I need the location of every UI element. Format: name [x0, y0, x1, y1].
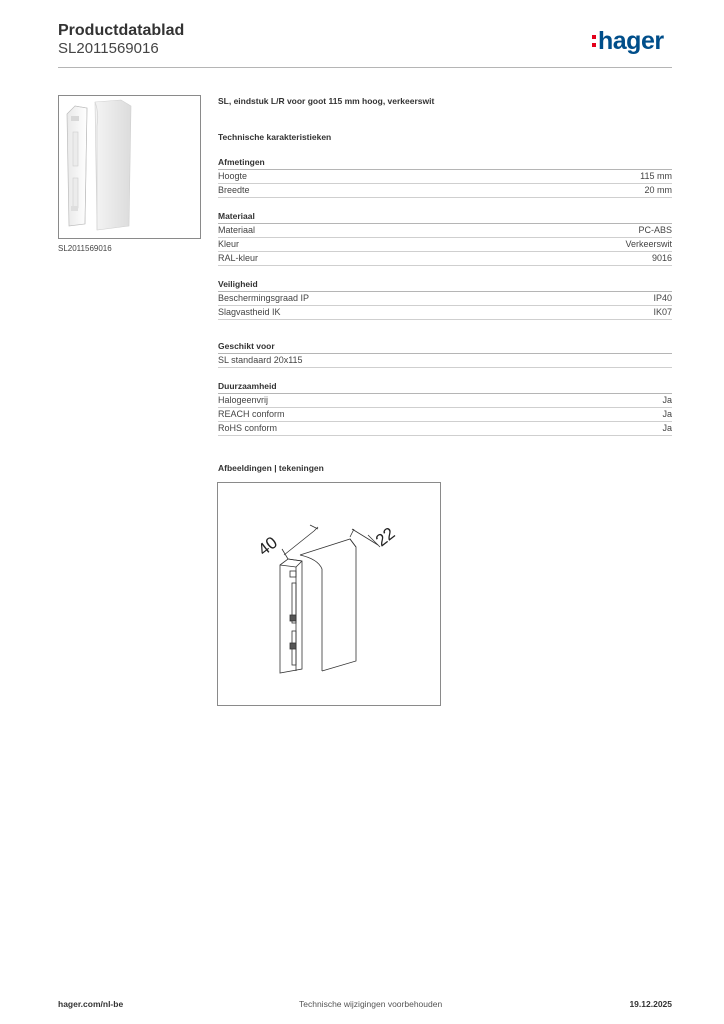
footer-website[interactable]: hager.com/nl-be [58, 999, 124, 1009]
row-label: Materiaal [218, 225, 256, 235]
row-value: PC-ABS [638, 225, 672, 235]
table-row [218, 238, 672, 252]
footer-date: 19.12.2025 [629, 999, 672, 1009]
image-caption: SL2011569016 [58, 244, 112, 253]
logo-text: hager [598, 26, 664, 55]
section-duurzaamheid [218, 381, 672, 436]
table-row [218, 292, 672, 306]
header-divider [58, 67, 672, 68]
dimension-label: 40 [254, 532, 281, 560]
row-label: RoHS conform [218, 423, 278, 433]
section-geschikt-voor [218, 341, 672, 368]
section-veiligheid [218, 279, 672, 320]
section-title: Veiligheid [218, 279, 672, 292]
table-row [218, 184, 672, 198]
row-label: RAL-kleur [218, 253, 259, 263]
footer-notice: Technische wijzigingen voorbehouden [299, 999, 443, 1009]
table-row [218, 170, 672, 184]
row-value: IK07 [653, 307, 672, 317]
product-image [58, 95, 201, 239]
table-row [218, 422, 672, 436]
table-row [218, 354, 672, 368]
section-title: Duurzaamheid [218, 381, 672, 394]
row-label: Hoogte [218, 171, 248, 181]
product-title: SL, eindstuk L/R voor goot 115 mm hoog, verkeerswit [218, 96, 435, 106]
row-value: Verkeerswit [625, 239, 672, 249]
dimension-label: 22 [371, 523, 399, 551]
row-value: Ja [662, 409, 672, 419]
section-afmetingen [218, 157, 672, 198]
logo-colon-icon [592, 33, 596, 49]
drawings-heading: Afbeeldingen | tekeningen [218, 463, 324, 473]
section-title: Afmetingen [218, 157, 672, 170]
table-row [218, 306, 672, 320]
row-value: 115 mm [640, 171, 672, 181]
table-row [218, 408, 672, 422]
row-label: Breedte [218, 185, 250, 195]
page-title: Productdatablad [58, 22, 185, 39]
row-value: IP40 [653, 293, 672, 303]
hager-logo [592, 26, 664, 56]
product-details [218, 96, 672, 436]
row-value: 9016 [651, 253, 672, 263]
section-title: Geschikt voor [218, 341, 672, 354]
product-code: SL2011569016 [58, 40, 159, 57]
row-value: Ja [662, 395, 672, 405]
row-value: 20 mm [644, 185, 672, 195]
tech-heading: Technische karakteristieken [218, 132, 332, 142]
row-label: Slagvastheid IK [218, 307, 281, 317]
row-label: Beschermingsgraad IP [218, 293, 310, 303]
technical-drawing [217, 482, 441, 706]
table-row [218, 252, 672, 266]
row-label: SL standaard 20x115 [218, 355, 303, 365]
row-value: Ja [662, 423, 672, 433]
row-label: Kleur [218, 239, 240, 249]
section-title: Materiaal [218, 211, 672, 224]
table-row [218, 394, 672, 408]
row-label: REACH conform [218, 409, 285, 419]
end-cap-photo-icon [59, 96, 200, 238]
section-materiaal [218, 211, 672, 266]
end-cap-drawing-icon [218, 483, 440, 705]
row-label: Halogeenvrij [218, 395, 269, 405]
table-row [218, 224, 672, 238]
